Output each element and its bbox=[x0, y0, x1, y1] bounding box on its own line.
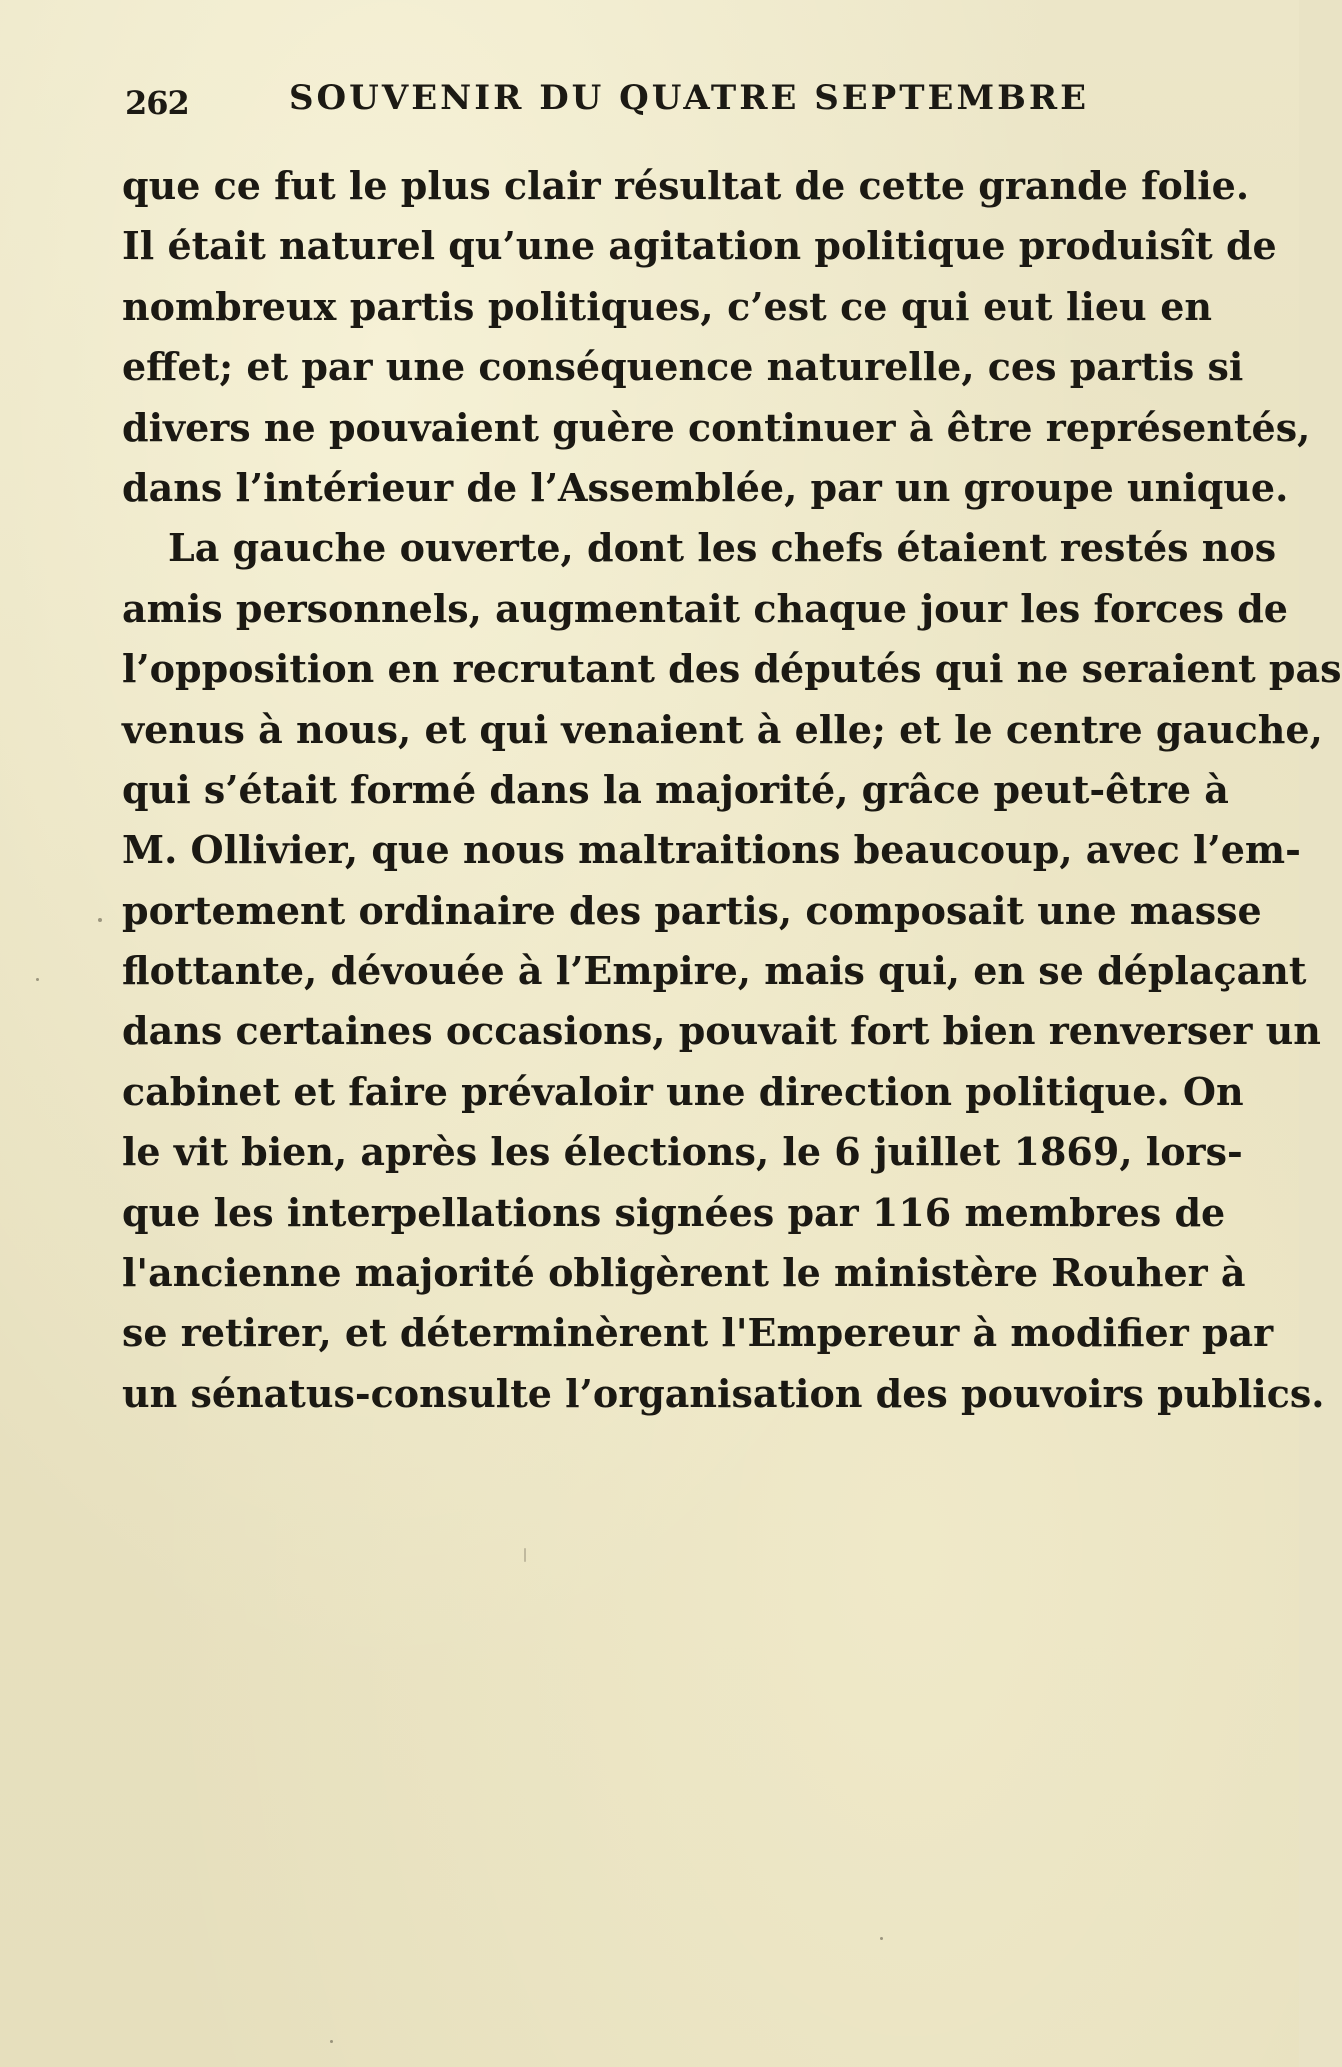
text-line: que ce fut le plus clair résultat de cette grande folie. bbox=[122, 163, 1250, 208]
text-line: dans certaines occasions, pouvait fort bien renverser un bbox=[122, 1008, 1321, 1054]
text-line: divers ne pouvaient guère continuer à être représentés, bbox=[122, 404, 1311, 450]
text-line: un sénatus-consulte l’organisation des pouvoirs publics. bbox=[122, 1370, 1325, 1416]
body-text bbox=[122, 156, 1342, 1424]
text-line: le vit bien, après les élections, le 6 juillet 1869, lors- bbox=[122, 1129, 1243, 1175]
paper-speck bbox=[98, 918, 102, 922]
text-line: cabinet et faire prévaloir une direction politique. On bbox=[122, 1068, 1244, 1114]
paper-speck bbox=[880, 1937, 883, 1940]
page-number: 262 bbox=[125, 84, 189, 122]
text-line: M. Ollivier, que nous maltraitions beaucoup, avec l’em- bbox=[122, 827, 1301, 873]
running-header bbox=[125, 76, 1215, 126]
text-line: flottante, dévouée à l’Empire, mais qui, en se déplaçant bbox=[122, 948, 1307, 994]
running-title: SOUVENIR DU QUATRE SEPTEMBRE bbox=[289, 78, 1090, 118]
text-line: Il était naturel qu’une agitation politique produisît de bbox=[122, 223, 1277, 269]
text-line: nombreux partis politiques, c’est ce qui eut lieu en bbox=[122, 283, 1212, 329]
paper-speck bbox=[330, 2040, 333, 2043]
text-line: venus à nous, et qui venaient à elle; et le centre gauche, bbox=[122, 706, 1323, 752]
paper-speck bbox=[524, 1548, 526, 1562]
text-line: l’opposition en recrutant des députés qui ne seraient pas bbox=[122, 646, 1342, 692]
text-line: dans l’intérieur de l’Assemblée, par un groupe unique. bbox=[122, 464, 1289, 510]
text-line: que les interpellations signées par 116 membres de bbox=[122, 1189, 1226, 1235]
text-line: effet; et par une conséquence naturelle, ces partis si bbox=[122, 344, 1244, 390]
text-line: portement ordinaire des partis, composait une masse bbox=[122, 887, 1262, 933]
text-line: l'ancienne majorité obligèrent le ministère Rouher à bbox=[122, 1250, 1246, 1296]
text-line: qui s’était formé dans la majorité, grâce peut-être à bbox=[122, 766, 1229, 812]
text-line: amis personnels, augmentait chaque jour les forces de bbox=[122, 585, 1288, 631]
paper-speck bbox=[36, 978, 39, 981]
text-line: se retirer, et déterminèrent l'Empereur à modifier par bbox=[122, 1310, 1274, 1356]
text-line: La gauche ouverte, dont les chefs étaient restés nos bbox=[168, 525, 1277, 571]
